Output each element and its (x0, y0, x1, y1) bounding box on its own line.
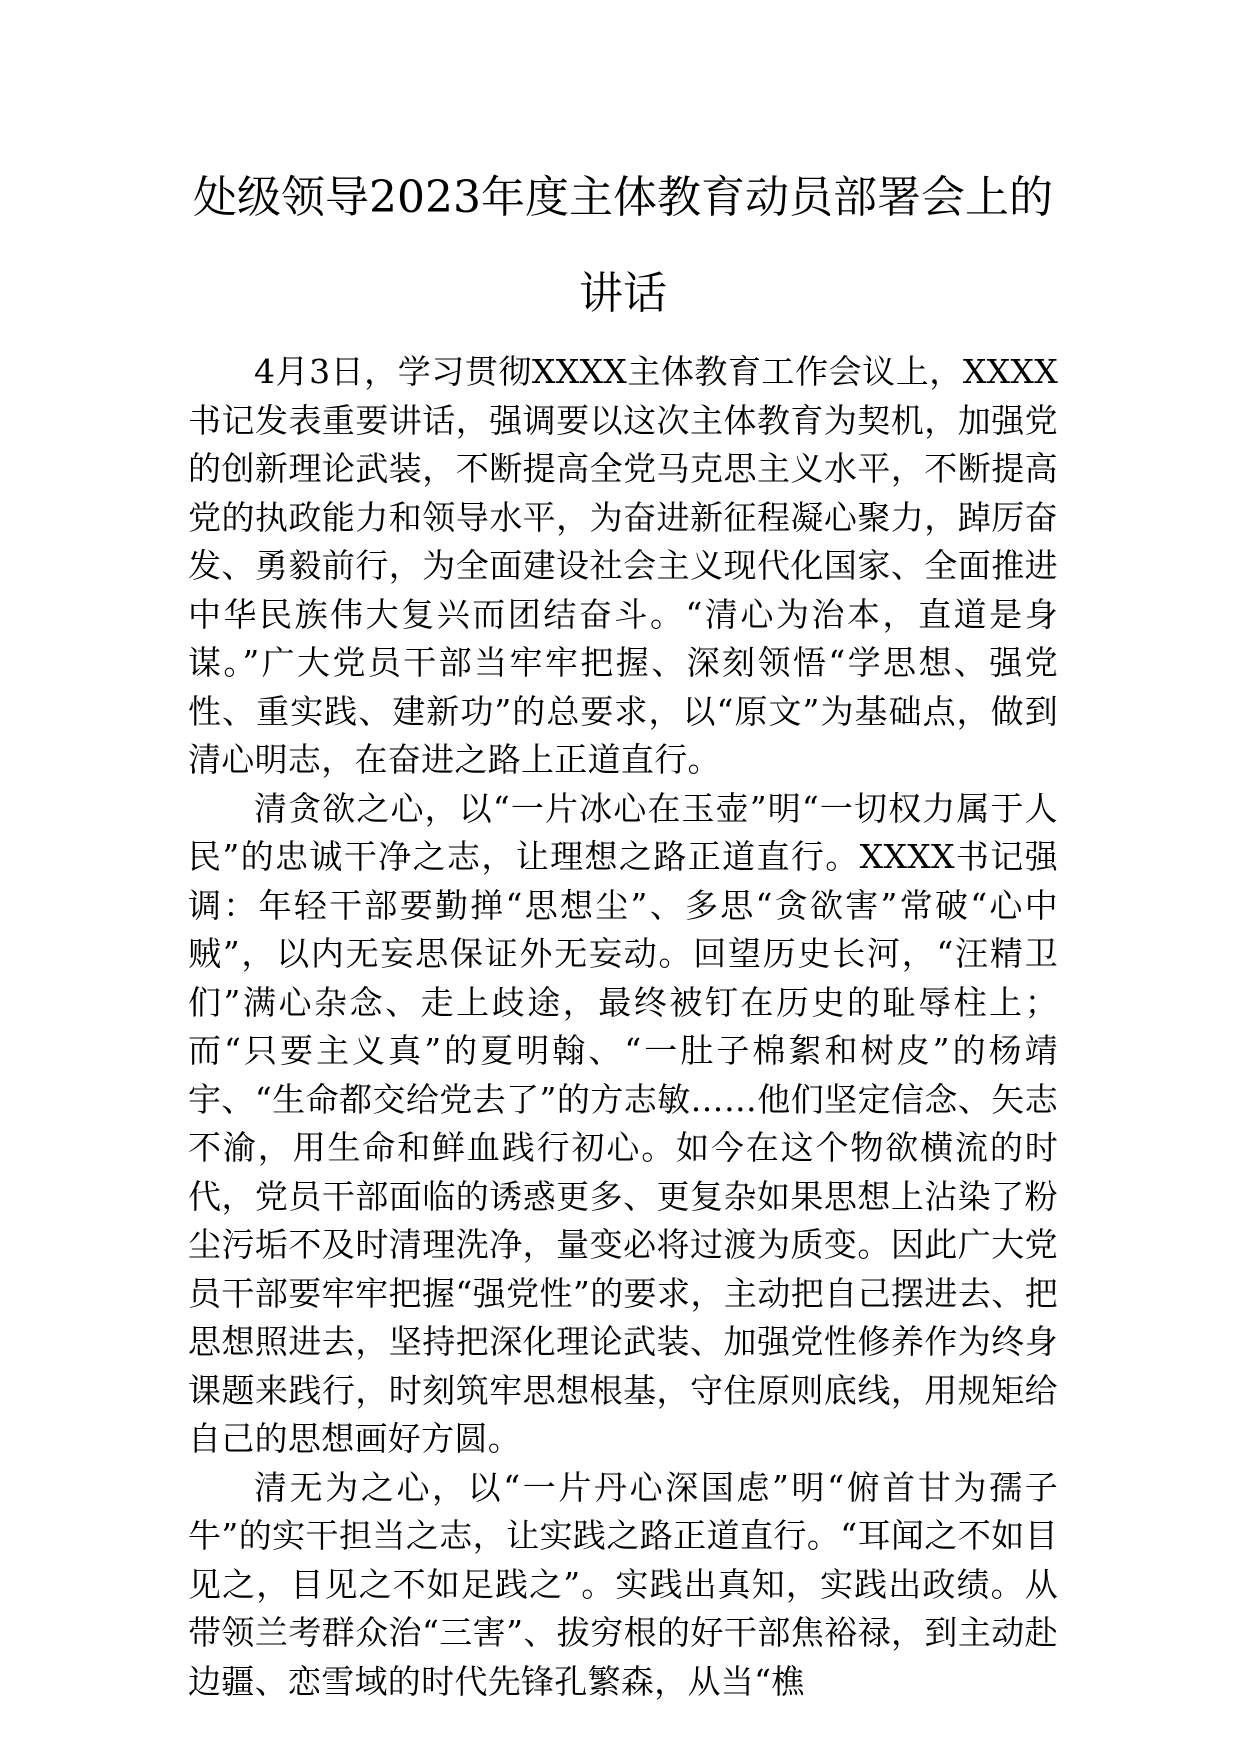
paragraph-intro: 4月3日，学习贯彻XXXX主体教育工作会议上，XXXX书记发表重要讲话，强调要以这次主体教育为契机，加强党的创新理论武装，不断提高全党马克思主义水平，不断提高党的执政能力和领导水平，为奋进新征程凝心聚力，踔厉奋发、勇毅前行，为全面建设社会主义现代化国家、全面推进中华民族伟大复兴而团结奋斗。“清心为治本，直道是身谋。”广大党员干部当牢牢把握、深刻领悟“学思想、强党性、重实践、建新功”的总要求，以“原文”为基础点，做到清心明志，在奋进之路上正道直行。 (188, 352, 1058, 779)
paragraph-inaction: 清无为之心，以“一片丹心深国虑”明“俯首甘为孺子牛”的实干担当之志，让实践之路正道直行。“耳闻之不如目见之，目见之不如足践之”。实践出真知，实践出政绩。从带领兰考群众治“三害”、拔穷根的好干部焦裕禄，到主动赴边疆、恋雪域的时代先锋孔繁森，从当“樵 (188, 1467, 1058, 1701)
document-page (188, 150, 1058, 1706)
document-body (188, 348, 1058, 1706)
document-title: 处级领导2023年度主体教育动员部署会上的讲话 (193, 172, 1053, 319)
paragraph-greed: 清贪欲之心，以“一片冰心在玉壶”明“一切权力属于人民”的忠诚干净之志，让理想之路正道直行。XXXX书记强调：年轻干部要勤掸“思想尘”、多思“贪欲害”常破“心中贼”，以内无妄思保证外无妄动。回望历史长河，“汪精卫们”满心杂念、走上歧途，最终被钉在历史的耻辱柱上；而“只要主义真”的夏明翰、“一肚子棉絮和树皮”的杨靖宇、“生命都交给党去了”的方志敏……他们坚定信念、矢志不渝，用生命和鲜血践行初心。如今在这个物欲横流的时代，党员干部面临的诱惑更多、更复杂如果思想上沾染了粉尘污垢不及时清理洗净，量变必将过渡为质变。因此广大党员干部要牢牢把握“强党性”的要求，主动把自己摆进去、把思想照进去，坚持把深化理论武装、加强党性修养作为终身课题来践行，时刻筑牢思想根基，守住原则底线，用规矩给自己的思想画好方圆。 (188, 788, 1058, 1458)
